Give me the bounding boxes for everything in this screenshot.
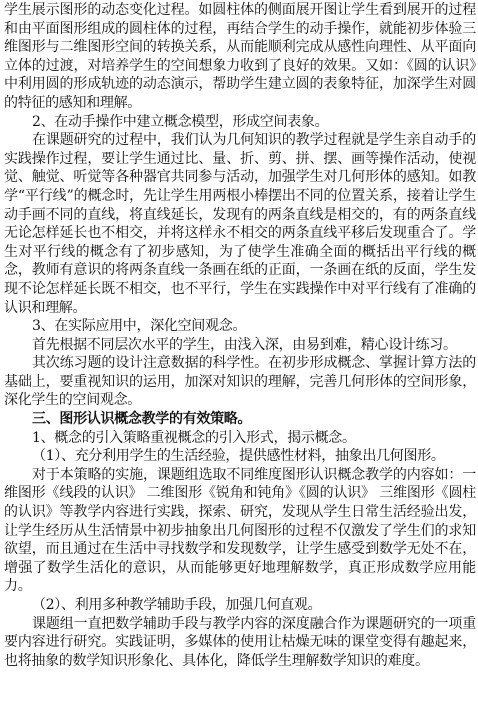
heading-life-experience: （1）、充分利用学生的生活经验，提供感性材料，抽象出几何图形。 xyxy=(32,448,445,465)
document-body xyxy=(4,1,476,670)
heading-hands-on-operation: 2、在动手操作中建立概念模型，形成空间表象。 xyxy=(32,113,329,130)
paragraph-dimension-practice: 对于本策略的实施，课题组选取不同维度图形认识概念教学的内容如：一维图形《线段的认识》 二维图形《锐角和钝角》《圆的认识》 三维图形《圆柱的认识》等教学内容进行实践，探索、研究，发现从学生日常生活经验出发，让学生经历从生活情景中初步抽象出几何图形的过程不仅激发了学生们的求知欲望，而且通过在生活中寻找数学和发现数学，让学生感受到数学无处不在，增强了数学生活化的意识，从而能够更好地理解数学，真正形成数学应用能力。 xyxy=(4,466,476,595)
paragraph-parallel-lines: 在课题研究的过程中，我们认为几何知识的教学过程就是学生亲自动手的实践操作过程，要让学生通过比、量、折、剪、拼、摆、画等操作活动，使视觉、触觉、听觉等各种器官共同参与活动，加强学生对几何形体的感知。如教学“平行线”的概念时，先让学生用两根小棒摆出不同的位置关系，接着让学生动手画不同的直线，将直线延长，发现有的两条直线是相交的，有的两条直线无论怎样延长也不相交，并将这样永不相交的两条直线平移后发现重合了。学生对平行线的概念有了初步感知，为了使学生准确全面的概括出平行线的概念，教师有意识的将两条直线一条画在纸的正面，一条画在纸的反面，学生发现不论怎样延长既不相交，也不平行，学生在实践操作中对平行线有了准确的认识和理解。 xyxy=(4,132,476,316)
paragraph-exercise-levels: 首先根据不同层次水平的学生，由浅入深，由易到难，精心设计练习。 xyxy=(32,336,457,353)
heading-teaching-aids: （2）、利用多种教学辅助手段，加强几何直观。 xyxy=(32,597,322,613)
paragraph-cylinder-demo: 学生展示图形的动态变化过程。如圆柱体的侧面展开图让学生看到展开的过程和由平面图形组成的圆柱体的过程，再结合学生的动手操作，就能初步体验三维图形与二维图形空间的转换关系，从而能顺利完成从感性向理性、从平面向立体的过渡，对培养学生的空间想象力收到了良好的效果。又如：《圆的认识》中利用圆的形成轨迹的动态演示，帮助学生建立圆的表象特征，加深学生对圆的特征的感知和理解。 xyxy=(4,2,476,111)
paragraph-multimedia: 课题组一直把数学辅助手段与教学内容的深度融合作为课题研究的一项重要内容进行研究。实践证明，多媒体的使用让枯燥无味的课堂变得有趣起来，也将抽象的数学知识形象化、具体化，降低学生理解数学知识的难度。 xyxy=(4,615,476,669)
paragraph-exercise-design: 其次练习题的设计注意数据的科学性。在初步形成概念、掌握计算方法的基础上，要重视知识的运用，加深对知识的理解，完善几何形体的空间形象，深化学生的空间观念。 xyxy=(4,355,476,409)
heading-concept-introduction: 1、概念的引入策略重视概念的引入形式，揭示概念。 xyxy=(32,429,356,446)
section-heading-strategies: 三、图形认识概念教学的有效策略。 xyxy=(32,411,252,428)
heading-practical-application: 3、在实际应用中，深化空间观念。 xyxy=(32,318,247,335)
